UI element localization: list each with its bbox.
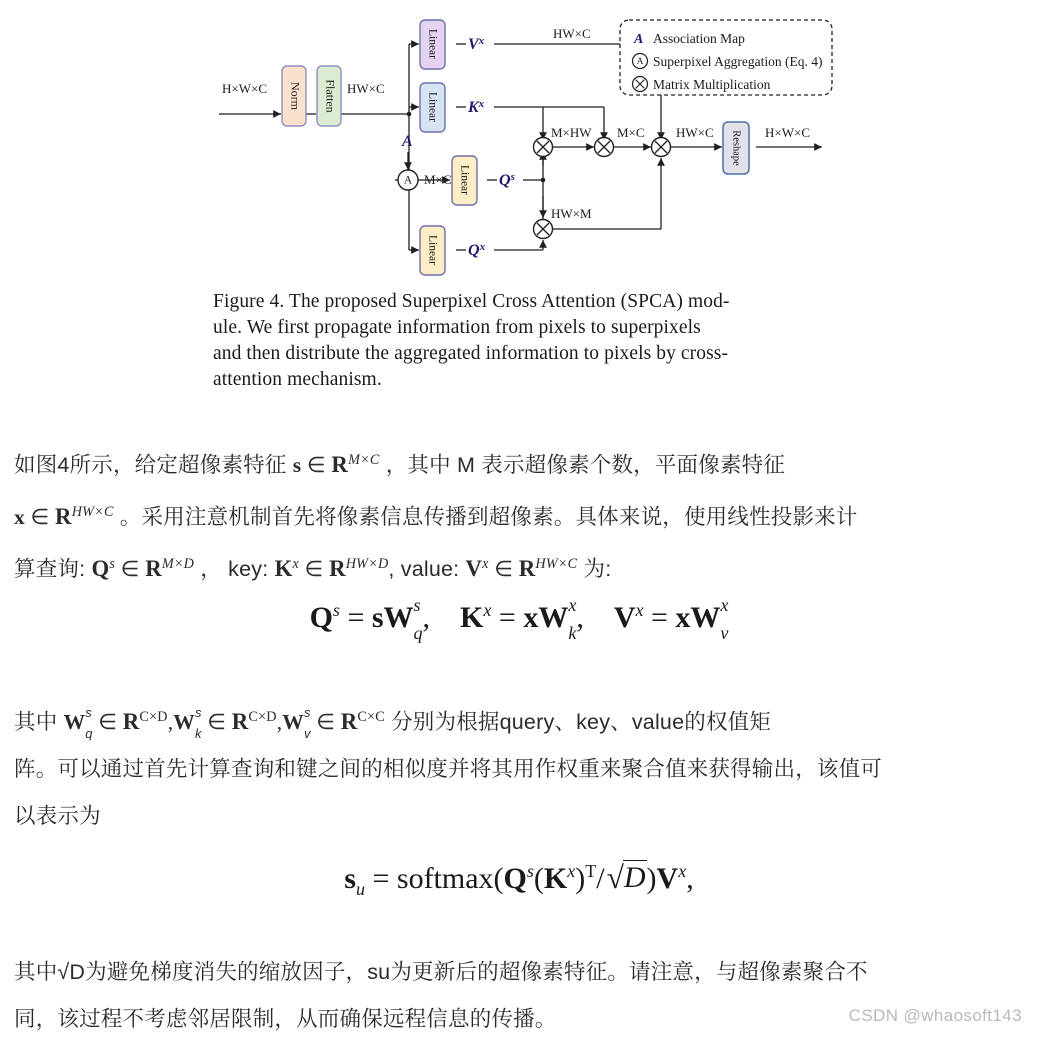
label-assoc-mc-shape: M×C — [424, 172, 452, 187]
caption-line-2: ule. We first propagate information from pixels to superpixels — [213, 317, 701, 338]
body-paragraph-3 — [14, 949, 1026, 1043]
label-mhw-shape: M×HW — [551, 125, 592, 140]
para1-line-1: 如图4所示，给定超像素特征 s ∈ $R^{M\times C}$ ，其中 M 表示超像素个数，平面像素特征 — [14, 452, 786, 478]
legend-item-2-label: Matrix Multiplication — [653, 77, 771, 92]
spca-module-diagram — [0, 0, 1038, 285]
sqrt-symbol: √D — [606, 860, 646, 895]
label-Kx: $K^x$ — [468, 98, 485, 116]
label-Qs: $Q^s$ — [499, 171, 515, 189]
eq1-part-1: $Q^s$ = sW s q , — [309, 595, 431, 644]
para2-line-3: 以表示为 — [14, 804, 101, 829]
block-reshape-label: Reshape — [730, 130, 742, 166]
block-norm — [282, 66, 306, 126]
block-flatten-label: Flatten — [323, 79, 338, 113]
csdn-watermark: CSDN @whaosoft143 — [848, 1006, 1022, 1025]
para1-line-2: x ∈ $R^{HW\times C}$ 。采用注意机制首先将像素信息传播到超像素。具体来说，使用线性投影来计 — [14, 504, 858, 530]
block-flatten — [317, 66, 341, 126]
caption-line-1: Figure 4. The proposed Superpixel Cross Attention (SPCA) mod- — [213, 291, 730, 312]
node-matmul-4 — [534, 220, 553, 239]
eq1-part-3: $V^x$ = xW x v — [613, 595, 729, 644]
figure-caption — [213, 289, 843, 393]
para1-line-3: 算查询: $Q^s$ ∈ $R^{M\times D}$ ， key: $K^x$ ∈ $R^{HW\times D}$, value: $V^x$ ∈ $R^{HW\times C}$ 为: — [14, 556, 612, 582]
para3-line-1: 其中√D为避免梯度消失的缩放因子，su为更新后的超像素特征。请注意，与超像素聚合不 — [14, 960, 868, 984]
block-linear-qx-label: Linear — [426, 234, 439, 266]
label-Qx: $Q^x$ — [468, 241, 486, 259]
label-output-shape: H×W×C — [765, 125, 810, 140]
legend-box — [620, 20, 832, 95]
label-input-shape: H×W×C — [222, 81, 267, 96]
block-linear-v — [420, 20, 445, 69]
para3-line-2: 同，该过程不考虑邻居限制，从而确保远程信息的传播。 — [14, 1007, 557, 1031]
label-flatten-shape: HW×C — [347, 81, 385, 96]
legend-agg-icon — [633, 54, 648, 69]
block-linear-qs-label: Linear — [458, 164, 471, 196]
legend-item-1-label: Superpixel Aggregation (Eq. 4) — [653, 54, 823, 69]
node-matmul-1 — [534, 138, 553, 157]
para2-line-2: 阵。可以通过首先计算查询和键之间的相似度并将其用作权重来聚合值来获得输出，该值可 — [14, 757, 883, 782]
figure-diagram — [0, 0, 1038, 285]
legend-assoc-icon: A — [634, 32, 644, 47]
block-reshape — [723, 122, 749, 174]
para2-line-1: 其中 W s q ∈ $R^{C\times D},W$ s k ∈ $R^{C\times D},W$ s v ∈ $R^{C\times C}$ 分别为根据query、key、value的权值矩 — [14, 705, 772, 741]
node-matmul-2 — [595, 138, 614, 157]
display-equation-2: $s_u$ = $softmax(Q^s(K^x)^T/√D)V^x$, — [344, 860, 694, 899]
block-linear-qs — [452, 156, 477, 205]
display-equation-1 — [0, 595, 1038, 644]
caption-line-4: attention mechanism. — [213, 369, 382, 390]
caption-line-3: and then distribute the aggregated information to pixels by cross- — [213, 343, 729, 364]
label-v-shape: HW×C — [553, 26, 591, 41]
node-matmul-3 — [652, 138, 671, 157]
block-linear-k-label: Linear — [426, 91, 439, 123]
block-norm-label: Norm — [288, 82, 303, 110]
body-paragraph-1 — [14, 437, 1026, 593]
legend-item-0-label: Association Map — [653, 31, 745, 46]
label-hwm-shape: HW×M — [551, 206, 592, 221]
legend-matmul-icon — [633, 77, 648, 92]
block-linear-v-label: Linear — [426, 28, 439, 60]
eq1-part-2: $K^x$ = xW x k , — [460, 595, 584, 644]
svg-text:A: A — [636, 57, 644, 68]
agg-node-label: A — [403, 174, 413, 187]
label-association-map: A — [402, 133, 413, 150]
label-Vx: $V^x$ — [468, 35, 485, 53]
block-linear-qx — [420, 226, 445, 275]
body-paragraph-2 — [14, 694, 1026, 840]
label-hwc-shape: HW×C — [676, 125, 714, 140]
block-linear-k — [420, 83, 445, 132]
node-superpixel-aggregation — [398, 170, 418, 190]
label-mc-shape: M×C — [617, 125, 645, 140]
